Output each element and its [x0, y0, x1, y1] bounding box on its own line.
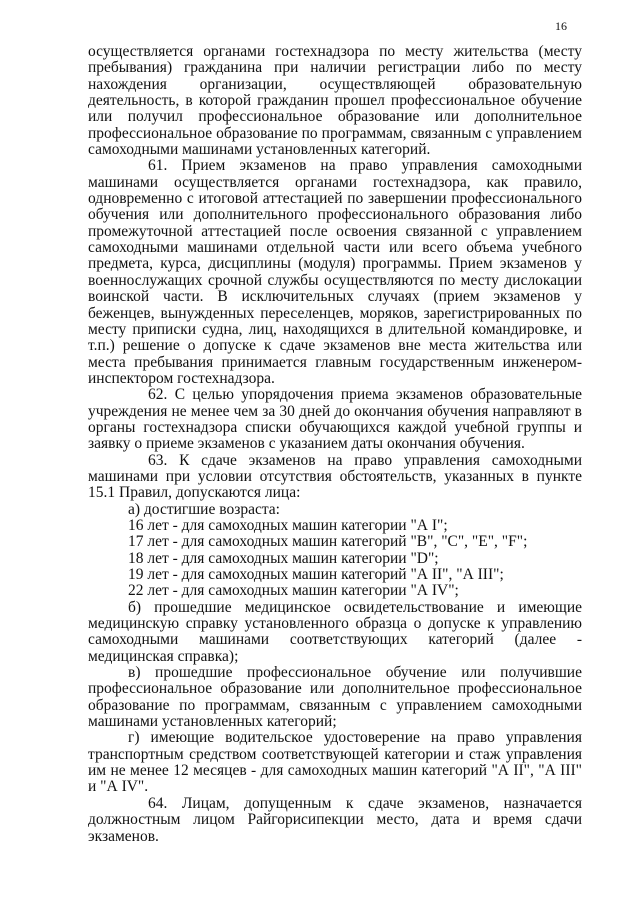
paragraph-61: 61. Прием экзаменов на право управления самоходными машинами осуществляется органами гостехнадзора, как правило, одновременно с итоговой аттестацией по завершении профессионального обучения или дополнительного профессионального образования либо промежуточной аттестацией после освоения связанной с управлением самоходными машинами отдельной части или всего объема учебного предмета, курса, дисциплины (модуля) программы. Прием экзаменов у военнослужащих срочной службы осуществляются по месту дислокации воинской части. В исключительных случаях (прием экзаменов у беженцев, вынужденных переселенцев, моряков, зарегистрированных по месту приписки судна, лиц, находящихся в длительной командировке, и т.п.) решение о допуске к сдаче экзаменов вне места жительства или места пребывания принимается главным государственным инженером-инспектором гостехнадзора.: [88, 157, 582, 387]
list-item-b: б) прошедшие медицинское освидетельствование и имеющие медицинскую справку установленного образца о допуске к управлению самоходными машинами соответствующих категорий (далее - медицинская справка);: [88, 598, 582, 665]
age-item-19: 19 лет - для самоходных машин категорий "А II", "А III";: [128, 566, 504, 583]
list-item-v: в) прошедшие профессиональное обучение или получившие профессиональное образование или дополнительное профессиональное образование по программам, связанным с управлением самоходными машинами установленных категорий;: [88, 664, 582, 731]
document-body: [88, 44, 582, 845]
age-item-18: 18 лет - для самоходных машин категории "D";: [128, 549, 439, 567]
list-item-g: г) имеющие водительское удостоверение на право управления транспортным средством соответствующей категории и стаж управления им не менее 12 месяцев - для самоходных машин категорий "А II", "А III" и "А IV".: [88, 729, 582, 796]
paragraph-63: 63. К сдаче экзаменов на право управления самоходными машинами при условии отсутствия обстоятельств, указанных в пункте 15.1 Правил, допускаются лица:: [88, 451, 582, 502]
paragraph-62: 62. С целью упорядочения приема экзаменов образовательные учреждения не менее чем за 30 дней до окончания обучения направляют в органы гостехнадзора списки обучающихся каждой учебной группы и заявку о приеме экзаменов с указанием даты окончания обучения.: [88, 386, 582, 453]
age-item-17: 17 лет - для самоходных машин категорий "В", "С", "Е", "F";: [128, 533, 528, 551]
age-item-22: 22 лет - для самоходных машин категории "А IV";: [128, 582, 459, 600]
age-item-16: 16 лет - для самоходных машин категории "А I";: [128, 516, 448, 534]
page-number: 16: [555, 19, 567, 33]
list-item-a: а) достигшие возраста:: [128, 500, 280, 518]
paragraph-64: 64. Лицам, допущенным к сдаче экзаменов, назначается должностным лицом Райгорисипекции место, дата и время сдачи экзаменов.: [88, 794, 582, 845]
paragraph-continuation: осуществляется органами гостехнадзора по месту жительства (месту пребывания) гражданина при наличии регистрации либо по месту нахождения организации, осуществляющей образовательную деятельность, в которой гражданин прошел профессиональное обучение или получил профессиональное образование или дополнительное профессиональное образование по программам, связанным с управлением самоходными машинами установленных категорий.: [88, 43, 582, 159]
